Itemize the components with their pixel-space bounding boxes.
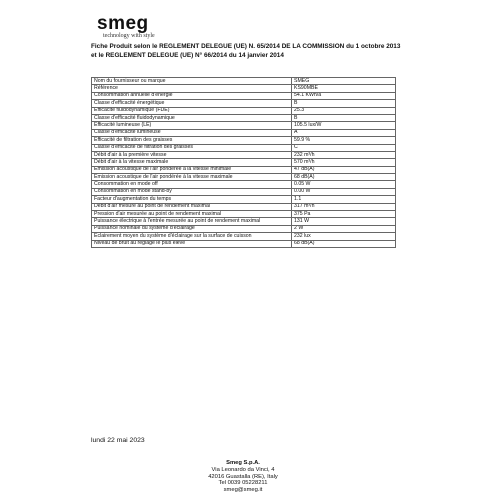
row-label: Référence [92,85,292,92]
table-row [92,122,396,129]
row-value: B [292,114,396,121]
table-row [92,92,396,99]
row-value: 0.00 W [292,188,396,195]
table-row [92,159,396,166]
row-value: 68 dB(A) [292,174,396,181]
row-label: Consommation annuelle d'énergie [92,92,292,99]
row-label: Classe d'efficacité lumineuse [92,129,292,136]
row-value: 375 Pa [292,211,396,218]
table-row [92,225,396,232]
table-row [92,100,396,107]
row-label: Eclairement moyen du système d'éclairage sur la surface de cuisson [92,233,292,240]
table-row [92,85,396,92]
row-value: 54.1 KWh/a [292,92,396,99]
row-value: A [292,129,396,136]
table-row [92,174,396,181]
row-value: 59.9 % [292,137,396,144]
table-row [92,196,396,203]
row-label: Classe d'efficacité fluidodynamique [92,114,292,121]
table-row [92,203,396,210]
brand-tagline: technology with style [103,33,155,39]
company-phone: Tel 0039 05228211 [218,480,268,487]
table-row [92,181,396,188]
table-row [92,78,396,85]
row-label: Efficacité de filtration des graisses [92,137,292,144]
row-label: Consommation en mode off [92,181,292,188]
table-row [92,218,396,225]
row-value: 570 m³/h [292,159,396,166]
row-label: Classe d'efficacité énergétique [92,100,292,107]
table-row [92,233,396,240]
company-name: Smeg S.p.A. [226,460,260,466]
company-address-block [143,460,343,494]
row-label: Pression d'air mesurée au point de rendement maximal [92,211,292,218]
row-value: B [292,100,396,107]
row-label: Puissance nominale du système d'éclairage [92,225,292,232]
company-email[interactable]: smeg@smeg.it [223,487,263,494]
row-value: 232 lux [292,233,396,240]
row-value: 47 dB(A) [292,166,396,173]
row-label: Débit d'air à la première vitesse [92,151,292,158]
row-value: 68 dB(A) [292,240,396,247]
document-date: lundi 22 mai 2023 [91,437,145,444]
company-address-city: 42016 Guastalla (RE), Italy [208,473,278,480]
heading-line-2: et le REGLEMENT DELEGUE (UE) N° 66/2014 du 14 janvier 2014 [91,52,284,59]
row-value: 2 W [292,225,396,232]
row-value: KS90MBE [292,85,396,92]
row-value: SMEG [292,78,396,85]
heading-line-1: Fiche Produit selon le REGLEMENT DELEGUE (UE) N. 65/2014 DE LA COMMISSION du 1 octobre 2013 [91,43,401,50]
row-label: Facteur d'augmentation du temps [92,196,292,203]
table-row [92,137,396,144]
row-value: 131 W [292,218,396,225]
row-label: Efficacité fluidodynamique (FDE) [92,107,292,114]
row-value: 0.05 W [292,181,396,188]
table-row [92,114,396,121]
row-value: 1.1 [292,196,396,203]
company-address-street: Via Leonardo da Vinci, 4 [211,466,275,473]
row-label: Classe d'efficacité de filtration des graisses [92,144,292,151]
row-value: 317 m³/h [292,203,396,210]
table-row [92,240,396,247]
table-row [92,107,396,114]
table-row [92,211,396,218]
table-row [92,129,396,136]
row-label: Emission acoustique de l'air pondérée à la vitesse maximale [92,174,292,181]
table-row [92,144,396,151]
row-label: Puissance électrique à l'entrée mesurée au point de rendement maximal [92,218,292,225]
regulation-heading [91,42,411,60]
row-value: 232 m³/h [292,151,396,158]
table-row [92,151,396,158]
table-row [92,188,396,195]
row-label: Efficacité lumineuse (LE) [92,122,292,129]
smeg-logo [97,14,155,40]
row-label: Emission acoustique de l'air pondérée à la vitesse minimale [92,166,292,173]
table-row [92,166,396,173]
row-value: C [292,144,396,151]
row-label: Nom du fournisseur ou marque [92,78,292,85]
product-spec-table [91,77,396,248]
row-label: Niveau de bruit au réglage le plus élevé [92,240,292,247]
row-value: 25.3 [292,107,396,114]
row-value: 105.5 lux/W [292,122,396,129]
brand-wordmark: smeg [97,13,149,34]
row-label: Débit d'air à la vitesse maximale [92,159,292,166]
row-label: Consommation en mode stand-by [92,188,292,195]
row-label: Débit d'air mesuré au point de rendement maximal [92,203,292,210]
